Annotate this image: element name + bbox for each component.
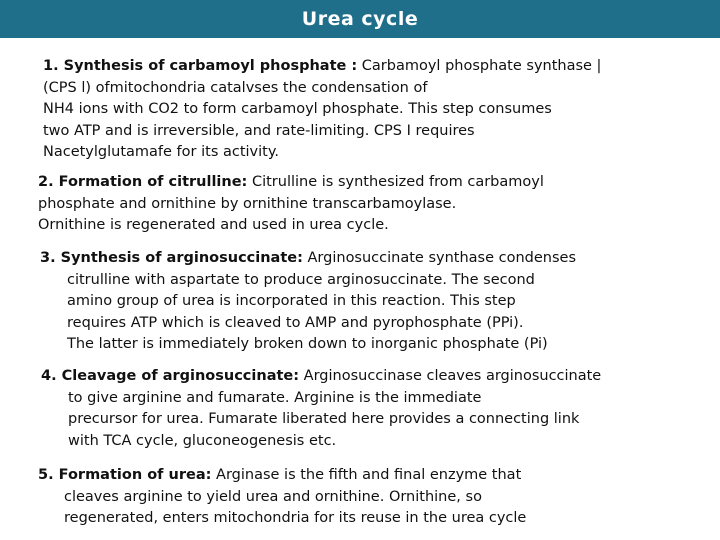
section-line: to give arginine and fumarate. Arginine is the immediate: [68, 389, 482, 406]
section-line: phosphate and ornithine by ornithine transcarbamoylase.: [38, 195, 457, 212]
section-text: Arginosuccinate synthase condenses: [302, 250, 576, 266]
section-line: Nacetylglutamafe for its activity.: [43, 144, 279, 161]
section-line: The latter is immediately broken down to inorganic phosphate (Pi): [67, 336, 548, 353]
section-formation-citrulline: [38, 172, 544, 237]
section-text: Citrulline is synthesized from carbamoyl: [247, 174, 544, 190]
section-heading: 2. Formation of citrulline:: [38, 174, 248, 190]
section-line: [38, 465, 526, 487]
section-line: requires ATP which is cleaved to AMP and pyrophosphate (PPi).: [67, 314, 524, 331]
section-line: (CPS l) ofmitochondria catalvses the condensation of: [43, 79, 428, 96]
section-line: cleaves arginine to yield urea and ornithine. Ornithine, so: [64, 488, 482, 505]
section-heading: 4. Cleavage of arginosuccinate:: [41, 368, 300, 384]
section-line: [40, 248, 576, 270]
section-line: Ornithine is regenerated and used in urea cycle.: [38, 217, 389, 234]
section-text: Arginosuccinase cleaves arginosuccinate: [299, 368, 602, 384]
section-line: amino group of urea is incorporated in this reaction. This step: [67, 293, 516, 310]
section-text: Arginase is the fifth and final enzyme that: [211, 467, 522, 483]
section-formation-urea: [38, 465, 526, 530]
section-synthesis-arginosuccinate: [40, 248, 576, 356]
section-line: [41, 366, 601, 388]
section-cleavage-arginosuccinate: [41, 366, 601, 452]
section-line: [38, 172, 544, 194]
title-bar: [0, 0, 720, 38]
section-heading: 3. Synthesis of arginosuccinate:: [40, 250, 303, 266]
section-heading: 5. Formation of urea:: [38, 467, 212, 483]
section-line: regenerated, enters mitochondria for its reuse in the urea cycle: [64, 510, 527, 527]
section-line: two ATP and is irreversible, and rate-limiting. CPS I requires: [43, 122, 475, 139]
section-synthesis-carbamoyl-phosphate: [43, 56, 601, 164]
section-line: citrulline with aspartate to produce arginosuccinate. The second: [67, 271, 535, 288]
page-title: Urea cycle: [301, 8, 419, 30]
section-heading: 1. Synthesis of carbamoyl phosphate :: [43, 58, 358, 74]
section-line: precursor for urea. Fumarate liberated here provides a connecting link: [68, 411, 580, 428]
section-line: [43, 56, 601, 78]
section-text: Carbamoyl phosphate synthase |: [357, 58, 602, 74]
section-line: NH4 ions with CO2 to form carbamoyl phosphate. This step consumes: [43, 101, 552, 118]
section-line: with TCA cycle, gluconeogenesis etc.: [68, 432, 337, 449]
